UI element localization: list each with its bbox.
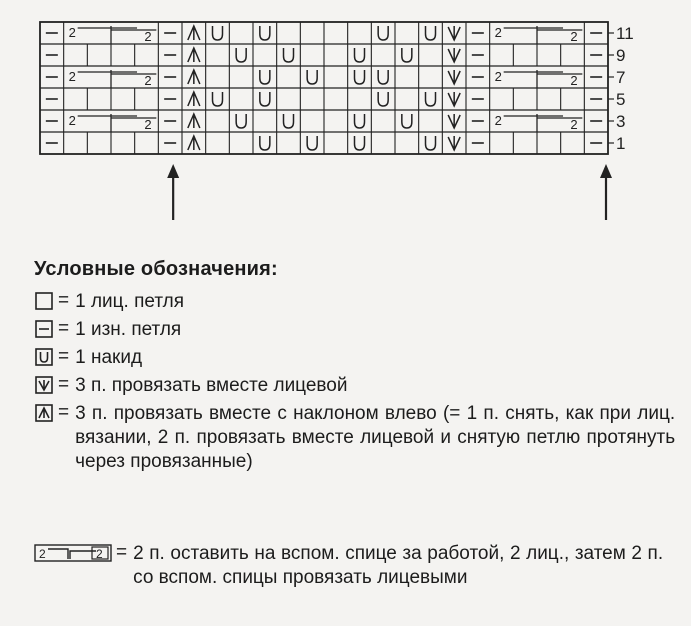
row-number: 7 bbox=[616, 68, 626, 87]
cable-label-left: 2 bbox=[39, 547, 46, 561]
knit-stitch-icon bbox=[34, 291, 54, 311]
legend-k3tog bbox=[34, 374, 347, 398]
k3tog-mark bbox=[448, 114, 460, 128]
yarn-over-mark bbox=[284, 48, 294, 62]
legend-eq: = bbox=[58, 402, 70, 423]
legend-yarn-over bbox=[34, 346, 142, 370]
cable-label-left: 2 bbox=[68, 69, 76, 84]
k3tog-mark bbox=[448, 136, 460, 150]
cable-label-right: 2 bbox=[570, 29, 578, 44]
cable-label-right: 2 bbox=[144, 29, 152, 44]
legend-eq: = bbox=[58, 346, 70, 367]
k3tog-mark bbox=[448, 92, 460, 106]
cable-label-right: 2 bbox=[144, 117, 152, 132]
legend-eq: = bbox=[116, 542, 128, 563]
row-number: 1 bbox=[616, 134, 626, 153]
cable-label-left: 2 bbox=[68, 113, 76, 128]
yarn-over-icon bbox=[34, 347, 54, 367]
legend-text: 3 п. провязать вместе с наклоном влево (= 1 п. снять, как при лиц. вязании, 2 п. провязать вместе лицевой и снятую петлю протянуть через провязанные) bbox=[75, 403, 676, 472]
yarn-over-mark bbox=[402, 114, 412, 128]
yarn-over-mark bbox=[260, 92, 270, 106]
yarn-over-mark bbox=[213, 26, 223, 40]
row-number: 11 bbox=[616, 24, 634, 43]
legend-eq: = bbox=[58, 318, 70, 339]
legend-text: 2 п. оставить на вспом. спице за работой, 2 лиц., затем 2 п. со вспом. спицы провязать лицевыми bbox=[133, 543, 664, 588]
yarn-over-mark bbox=[378, 26, 388, 40]
legend-eq: = bbox=[58, 290, 70, 311]
yarn-over-mark bbox=[355, 136, 365, 150]
yarn-over-mark bbox=[284, 114, 294, 128]
cable-cross-icon bbox=[34, 543, 112, 563]
yarn-over-mark bbox=[213, 92, 223, 106]
yarn-over-mark bbox=[236, 114, 246, 128]
cable-label-left: 2 bbox=[494, 25, 502, 40]
sk2p-mark bbox=[188, 70, 200, 84]
knitting-chart bbox=[0, 0, 691, 226]
legend-text: 3 п. провязать вместе лицевой bbox=[75, 375, 348, 396]
legend-text: 1 лиц. петля bbox=[75, 291, 184, 312]
cable-label-left: 2 bbox=[494, 113, 502, 128]
cable-label-right: 2 bbox=[96, 547, 103, 561]
legend-sk2p bbox=[34, 402, 675, 474]
k3tog-icon bbox=[34, 375, 54, 395]
legend-title: Условные обозначения: bbox=[34, 258, 278, 280]
yarn-over-mark bbox=[426, 92, 436, 106]
row-number: 5 bbox=[616, 90, 626, 109]
yarn-over-mark bbox=[378, 70, 388, 84]
cable-label-right: 2 bbox=[570, 73, 578, 88]
cable-label-right: 2 bbox=[144, 73, 152, 88]
k3tog-mark bbox=[448, 70, 460, 84]
row-number: 3 bbox=[616, 112, 626, 131]
row-number: 9 bbox=[616, 46, 626, 65]
yarn-over-mark bbox=[307, 136, 317, 150]
yarn-over-mark bbox=[355, 48, 365, 62]
k3tog-mark bbox=[448, 48, 460, 62]
sk2p-mark bbox=[188, 136, 200, 150]
cable-label-right: 2 bbox=[570, 117, 578, 132]
sk2p-mark bbox=[188, 48, 200, 62]
purl-stitch-icon bbox=[34, 319, 54, 339]
cable-label-left: 2 bbox=[494, 69, 502, 84]
legend-knit bbox=[34, 290, 184, 314]
legend-text: 1 изн. петля bbox=[75, 319, 182, 340]
repeat-arrow-head bbox=[600, 164, 612, 178]
sk2p-mark bbox=[188, 114, 200, 128]
yarn-over-mark bbox=[260, 136, 270, 150]
sk2p-mark bbox=[188, 26, 200, 40]
legend-eq: = bbox=[58, 374, 70, 395]
sk2p-mark bbox=[188, 92, 200, 106]
sk2p-icon bbox=[34, 403, 54, 423]
yarn-over-mark bbox=[378, 92, 388, 106]
yarn-over-mark bbox=[355, 70, 365, 84]
yarn-over-mark bbox=[260, 26, 270, 40]
yarn-over-mark bbox=[307, 70, 317, 84]
legend-text: 1 накид bbox=[75, 347, 143, 368]
yarn-over-mark bbox=[402, 48, 412, 62]
yarn-over-mark bbox=[355, 114, 365, 128]
yarn-over-mark bbox=[426, 26, 436, 40]
legend-purl bbox=[34, 318, 181, 342]
yarn-over-mark bbox=[426, 136, 436, 150]
yarn-over-mark bbox=[260, 70, 270, 84]
k3tog-mark bbox=[448, 26, 460, 40]
legend-cable bbox=[34, 542, 663, 590]
yarn-over-mark bbox=[236, 48, 246, 62]
cable-label-left: 2 bbox=[68, 25, 76, 40]
repeat-arrow-head bbox=[167, 164, 179, 178]
